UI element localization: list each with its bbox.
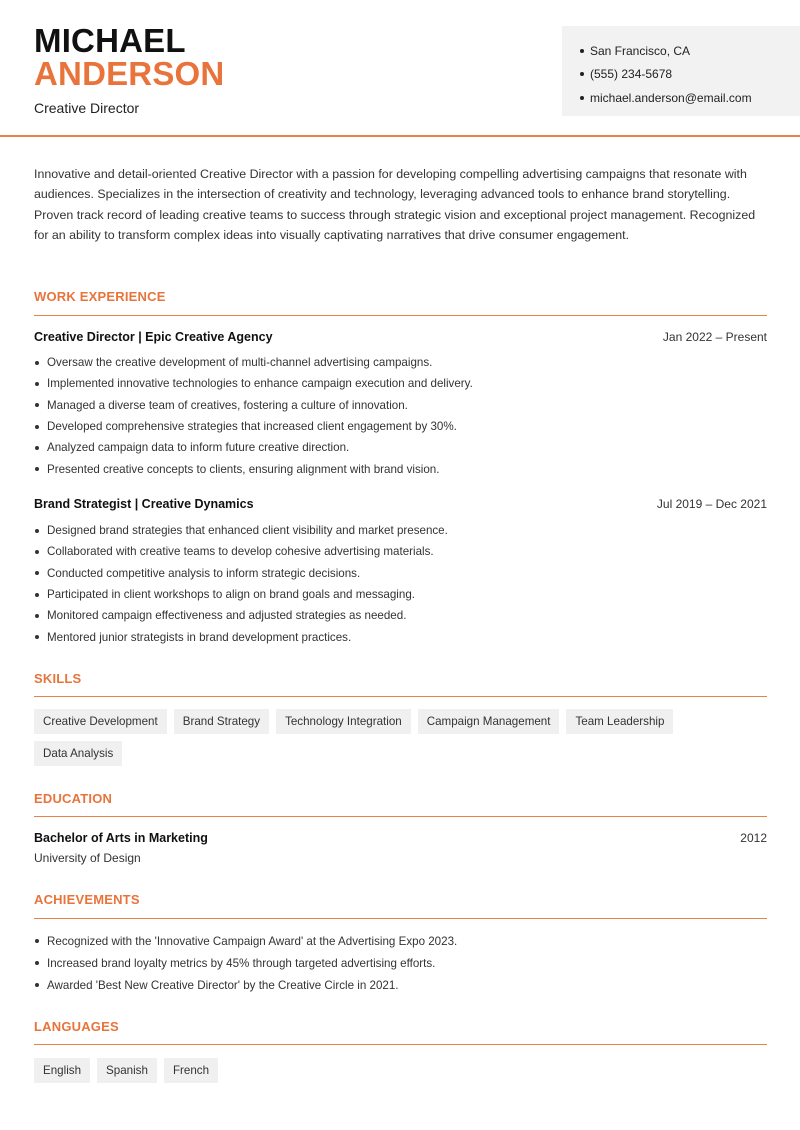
bullet-text: Managed a diverse team of creatives, fostering a culture of innovation. bbox=[47, 398, 408, 412]
school-name: University of Design bbox=[34, 851, 141, 865]
graduation-year: 2012 bbox=[740, 831, 767, 845]
bullet-icon bbox=[35, 571, 39, 575]
bullet-icon bbox=[35, 961, 39, 965]
section-title-skills: SKILLS bbox=[34, 671, 82, 686]
section-title-work: WORK EXPERIENCE bbox=[34, 289, 166, 304]
list-item bbox=[34, 416, 767, 437]
section-title-achievements: ACHIEVEMENTS bbox=[34, 892, 140, 907]
bullet-icon bbox=[35, 635, 39, 639]
bullet-text: Mentored junior strategists in brand development practices. bbox=[47, 630, 352, 644]
bullet-icon bbox=[35, 983, 39, 987]
list-item bbox=[34, 373, 767, 394]
section-divider bbox=[34, 816, 767, 817]
language-tag: French bbox=[164, 1058, 218, 1083]
degree: Bachelor of Arts in Marketing bbox=[34, 831, 208, 845]
phone-text: (555) 234-5678 bbox=[590, 67, 673, 82]
section-divider bbox=[34, 696, 767, 697]
job-title: Creative Director bbox=[34, 100, 140, 116]
achievement-text: Increased brand loyalty metrics by 45% through targeted advertising efforts. bbox=[47, 956, 436, 970]
bullet-icon bbox=[35, 550, 39, 554]
bullet-icon bbox=[580, 72, 584, 76]
bullet-icon bbox=[580, 49, 584, 53]
list-item bbox=[34, 458, 767, 479]
email-text: michael.anderson@email.com bbox=[590, 90, 752, 105]
list-item bbox=[34, 437, 767, 458]
bullet-icon bbox=[35, 593, 39, 597]
job-role: Brand Strategist | Creative Dynamics bbox=[34, 497, 254, 511]
education-header bbox=[34, 831, 767, 845]
section-divider bbox=[34, 315, 767, 316]
job-dates: Jan 2022 – Present bbox=[662, 330, 767, 344]
list-item bbox=[34, 520, 767, 541]
bullet-icon bbox=[35, 939, 39, 943]
list-item bbox=[34, 974, 767, 996]
bullet-text: Presented creative concepts to clients, ensuring alignment with brand vision. bbox=[47, 462, 440, 476]
section-divider bbox=[34, 918, 767, 919]
bullet-text: Developed comprehensive strategies that increased client engagement by 30%. bbox=[47, 420, 457, 434]
skill-tag: Team Leadership bbox=[566, 709, 673, 734]
bullet-text: Collaborated with creative teams to develop cohesive advertising materials. bbox=[47, 545, 434, 559]
list-item bbox=[34, 584, 767, 605]
skill-tag: Campaign Management bbox=[418, 709, 560, 734]
bullet-icon bbox=[35, 425, 39, 429]
first-name: MICHAEL bbox=[34, 22, 186, 59]
summary-paragraph: Innovative and detail-oriented Creative Director with a passion for developing compelling advertising campaigns that resonate with audiences. Specializes in the intersection of creativity and technology, leveraging advanced tools to enhance brand storytelling. Proven track record of leading creative teams to success through strategic vision and exceptional project management. Recognized for an ability to transform complex ideas into visually captivating narratives that drive consumer engagement. bbox=[34, 167, 756, 242]
skill-tag: Data Analysis bbox=[34, 741, 122, 766]
list-item bbox=[34, 605, 767, 626]
skills-tags bbox=[34, 709, 767, 773]
section-title-education: EDUCATION bbox=[34, 791, 113, 806]
section-title-languages: LANGUAGES bbox=[34, 1019, 119, 1034]
list-item bbox=[34, 563, 767, 584]
candidate-name bbox=[34, 24, 224, 90]
list-item bbox=[34, 626, 767, 647]
bullet-text: Conducted competitive analysis to inform strategic decisions. bbox=[47, 566, 361, 580]
contact-location bbox=[580, 39, 800, 63]
bullet-icon bbox=[35, 529, 39, 533]
achievement-bullets bbox=[34, 930, 767, 996]
bullet-icon bbox=[35, 403, 39, 407]
bullet-icon bbox=[35, 382, 39, 386]
job-bullets bbox=[34, 352, 767, 480]
bullet-icon bbox=[580, 96, 584, 100]
bullet-text: Oversaw the creative development of multi-channel advertising campaigns. bbox=[47, 356, 433, 370]
contact-email bbox=[580, 86, 800, 110]
bullet-text: Designed brand strategies that enhanced client visibility and market presence. bbox=[47, 524, 448, 538]
list-item bbox=[34, 952, 767, 974]
language-tag: English bbox=[34, 1058, 90, 1083]
skill-tag: Creative Development bbox=[34, 709, 167, 734]
list-item bbox=[34, 352, 767, 373]
bullet-text: Analyzed campaign data to inform future creative direction. bbox=[47, 441, 350, 455]
bullet-text: Participated in client workshops to align on brand goals and messaging. bbox=[47, 588, 415, 602]
resume-header bbox=[0, 0, 800, 137]
contact-phone bbox=[580, 63, 800, 87]
job-dates: Jul 2019 – Dec 2021 bbox=[656, 497, 767, 511]
bullet-text: Monitored campaign effectiveness and adjusted strategies as needed. bbox=[47, 609, 407, 623]
language-tags bbox=[34, 1058, 767, 1090]
list-item bbox=[34, 395, 767, 416]
bullet-icon bbox=[35, 614, 39, 618]
last-name: ANDERSON bbox=[34, 55, 225, 92]
skill-tag: Technology Integration bbox=[276, 709, 411, 734]
bullet-icon bbox=[35, 446, 39, 450]
list-item bbox=[34, 541, 767, 562]
section-divider bbox=[34, 1044, 767, 1045]
bullet-text: Implemented innovative technologies to enhance campaign execution and delivery. bbox=[47, 377, 473, 391]
job-header bbox=[34, 497, 767, 511]
job-bullets bbox=[34, 520, 767, 648]
location-text: San Francisco, CA bbox=[590, 43, 691, 58]
achievement-text: Recognized with the 'Innovative Campaign Award' at the Advertising Expo 2023. bbox=[47, 934, 458, 948]
language-tag: Spanish bbox=[97, 1058, 157, 1083]
bullet-icon bbox=[35, 467, 39, 471]
job-header bbox=[34, 330, 767, 344]
skill-tag: Brand Strategy bbox=[174, 709, 269, 734]
job-role: Creative Director | Epic Creative Agency bbox=[34, 330, 273, 344]
achievement-text: Awarded 'Best New Creative Director' by the Creative Circle in 2021. bbox=[47, 978, 399, 992]
list-item bbox=[34, 930, 767, 952]
contact-box bbox=[562, 26, 800, 116]
bullet-icon bbox=[35, 361, 39, 365]
